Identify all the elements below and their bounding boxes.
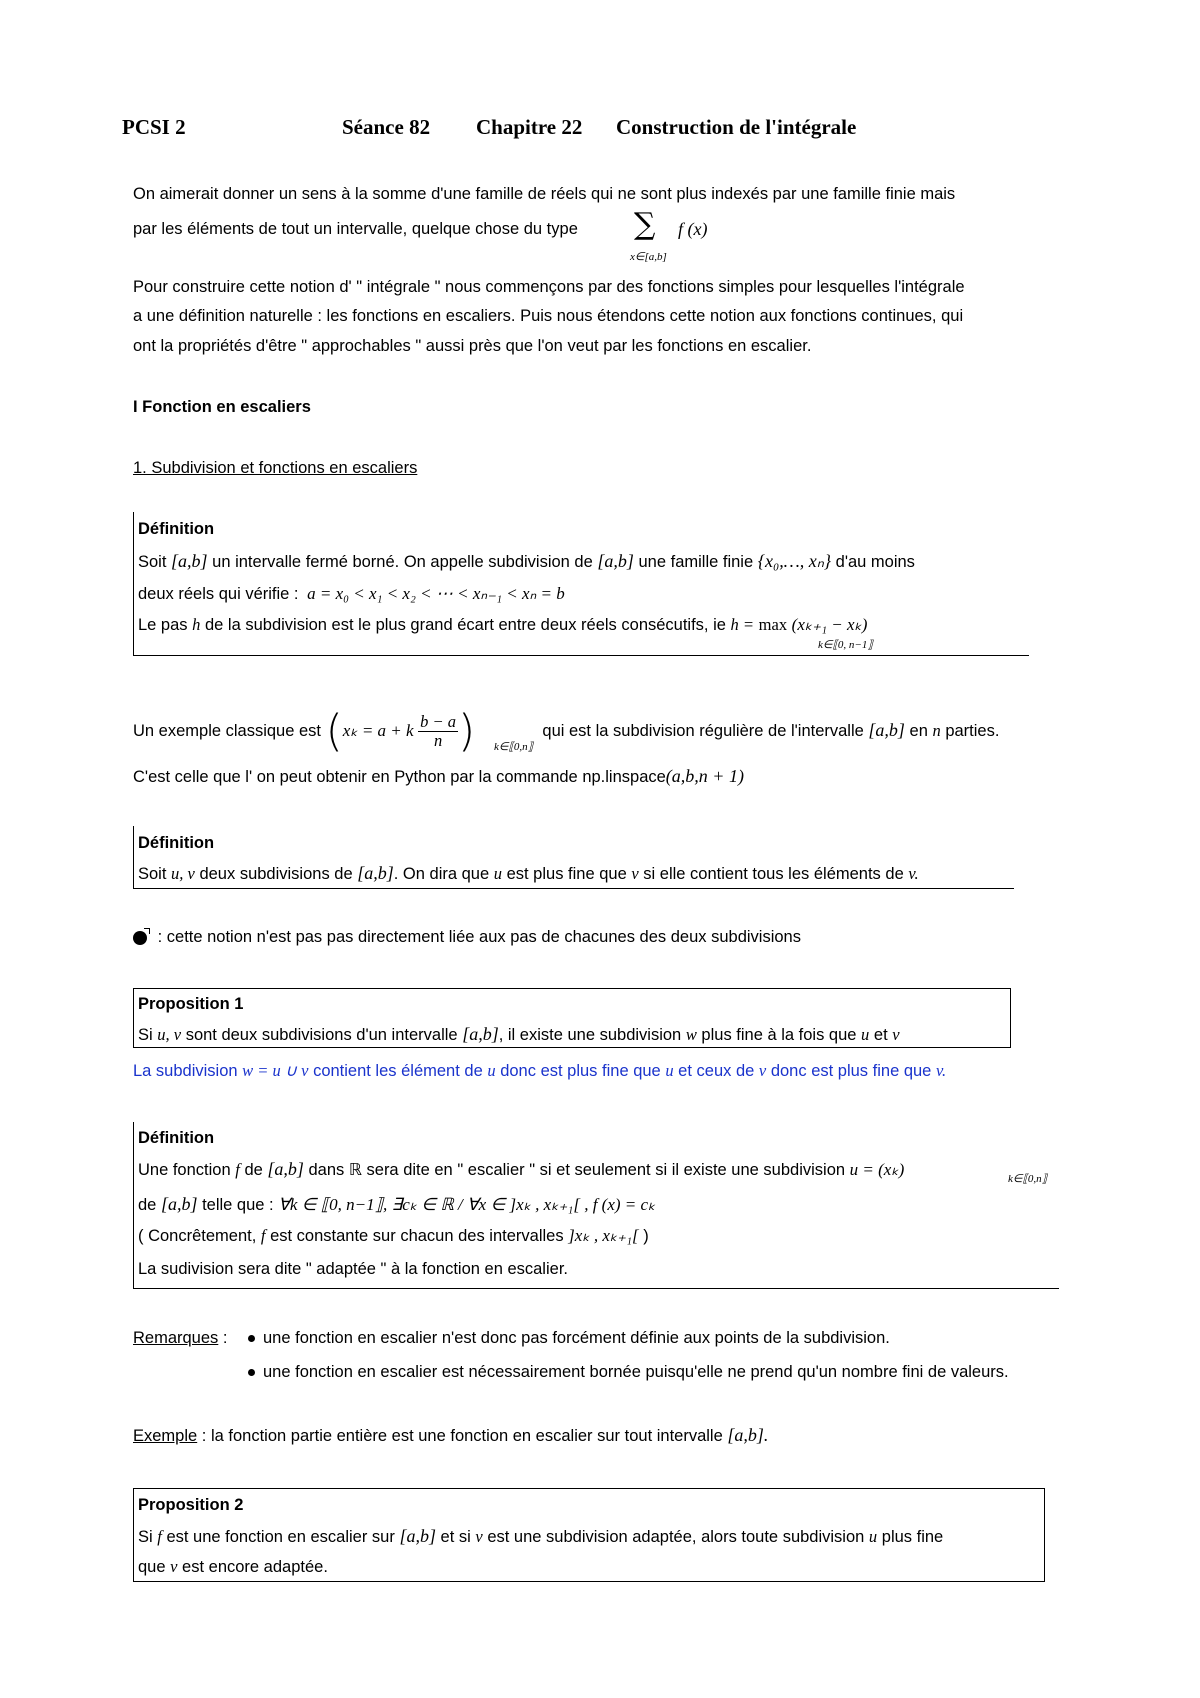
def1-interval-2: [a,b]	[597, 551, 634, 571]
prop2-l1b: f	[157, 1527, 162, 1546]
def2-f: u	[493, 864, 502, 883]
example1-subscript: k∈⟦0,n⟧	[494, 741, 534, 753]
def2-b: u, v	[171, 864, 195, 883]
def2-g: est plus fine que	[506, 865, 627, 883]
example-2-interval: [a,b].	[727, 1425, 769, 1445]
def1-family: {x₀,…, xₙ}	[757, 551, 832, 571]
def3-l1d: [a,b]	[267, 1159, 304, 1179]
intro-line-3: Pour construire cette notion d' " intégrale " nous commençons par des fonctions simples pour lesquelles l'intégrale	[133, 278, 965, 296]
intro-line-4: a une définition naturelle : les fonctions en escaliers. Puis nous étendons cette notion aux fonctions continues, qui	[133, 307, 964, 325]
example1-text-a: Un exemple classique est	[133, 721, 322, 740]
example1-frac-num: b − a	[420, 712, 457, 731]
prop2-l1e: et si	[440, 1528, 471, 1546]
proof1-d: u	[487, 1061, 496, 1080]
prop2-l1a: Si	[138, 1528, 153, 1546]
proof1-j: v.	[935, 1061, 947, 1080]
course-label: PCSI 2	[122, 115, 186, 139]
remarks-line-1	[133, 1327, 227, 1349]
proposition-1-text	[138, 1023, 900, 1046]
def3-l1c: de	[244, 1161, 263, 1179]
definition-1-line-1	[138, 550, 915, 573]
prop1-h: u	[861, 1025, 870, 1044]
intro-line-2-text: par les éléments de tout un intervalle, quelque chose du type	[133, 220, 578, 238]
definition-3-line-1	[138, 1158, 904, 1181]
prop2-l1c: est une fonction en escalier sur	[166, 1528, 395, 1546]
example1-fraction	[418, 713, 458, 750]
example1-python-text: C'est celle que l' on peut obtenir en Python par la commande np.linspace	[133, 768, 666, 786]
prop2-l1g: est une subdivision adaptée, alors toute subdivision	[487, 1528, 865, 1546]
prop2-l1d: [a,b]	[399, 1526, 436, 1546]
example1-python-args: (a,b,n + 1)	[665, 766, 744, 786]
example-1-line-1: Un exemple classique est (xₖ = a + k $\frac{b - a}{n}$ ) qui est la subdivision régulière de l'intervalle [a,b] en n parties.	[133, 705, 1000, 757]
example1-n: n	[932, 720, 941, 740]
definition-2-text	[138, 862, 919, 885]
section-subtitle: 1. Subdivision et fonctions en escaliers	[133, 459, 418, 477]
example1-text-c: qui est la subdivision régulière de l'intervalle	[542, 721, 864, 740]
definition-1-line-3	[138, 614, 867, 636]
proof1-i: donc est plus fine que	[770, 1062, 932, 1080]
bullet-icon	[248, 1369, 255, 1376]
remarks-colon: :	[222, 1329, 228, 1347]
prop2-l2b: v	[170, 1557, 178, 1576]
proof1-e: donc est plus fine que	[500, 1062, 661, 1080]
proposition-2-heading: Proposition 2	[138, 1496, 244, 1514]
def3-l2a: de	[138, 1196, 157, 1214]
def3-l2d: ∀k ∈ ⟦0, n−1⟧, ∃cₖ ∈ ℝ / ∀x ∈ ]xₖ , xₖ₊₁[ , f (x) = cₖ	[278, 1195, 656, 1214]
example-2-label: Exemple	[133, 1427, 198, 1445]
prop1-g: plus fine à la fois que	[701, 1026, 857, 1044]
definition-3-line-4: La sudivision sera dite " adaptée " à la fonction en escalier.	[138, 1260, 568, 1278]
definition-1-line-2	[138, 583, 565, 605]
page-title: Construction de l'intégrale	[616, 115, 857, 139]
bullet-icon	[248, 1335, 255, 1342]
def2-d: [a,b]	[357, 863, 394, 883]
def3-l1e: dans ℝ sera dite en " escalier " si et seulement si il existe une subdivision	[308, 1161, 846, 1179]
def1-max-subscript: k∈⟦0, n−1⟧	[818, 639, 873, 651]
prop1-d: [a,b]	[462, 1024, 499, 1044]
prop1-j: v	[892, 1025, 900, 1044]
remark-item-1	[248, 1327, 890, 1349]
chapter-label: Chapitre 22	[476, 115, 583, 139]
def1-text-e: une famille finie	[638, 553, 754, 571]
example1-text-g: parties.	[945, 721, 1000, 740]
section-title: I Fonction en escaliers	[133, 398, 311, 416]
proposition-2-line-2	[138, 1556, 328, 1578]
prop2-l1h: u	[868, 1527, 878, 1546]
def2-j: v.	[908, 864, 919, 883]
remark-item-2	[248, 1361, 1009, 1383]
def1-text-c: un intervalle fermé borné. On appelle subdivision de	[212, 553, 593, 571]
def1-line3-diff: (xₖ₊₁ − xₖ)	[791, 615, 868, 634]
example1-frac-den: n	[433, 731, 443, 750]
proof1-c: contient les élément de	[313, 1062, 483, 1080]
proof-1-text	[133, 1060, 946, 1082]
def3-l3c: est constante sur chacun des intervalles	[270, 1227, 564, 1245]
remarks-label: Remarques	[133, 1329, 219, 1347]
prop2-l1i: plus fine	[881, 1528, 944, 1546]
def1-interval: [a,b]	[171, 551, 208, 571]
def1-line2-formula: a = x₀ < x₁ < x₂ < ⋯ < xₙ₋₁ < xₙ = b	[307, 584, 565, 603]
prop1-c: sont deux subdivisions d'un intervalle	[185, 1026, 458, 1044]
prop2-l2a: que	[138, 1558, 166, 1576]
prop1-i: et	[873, 1026, 888, 1044]
definition-1-heading: Définition	[138, 520, 215, 538]
def1-line3-max: max	[758, 615, 788, 634]
proposition-1-heading: Proposition 1	[138, 995, 244, 1013]
session-label: Séance 82	[342, 115, 431, 139]
def3-l3d: ]xₖ , xₖ₊₁[	[568, 1226, 639, 1245]
prop1-e: , il existe une subdivision	[498, 1026, 682, 1044]
def3-subscript: k∈⟦0,n⟧	[1008, 1173, 1048, 1185]
definition-2-heading: Définition	[138, 834, 215, 852]
proof1-a: La subdivision	[133, 1062, 238, 1080]
def1-text-a: Soit	[138, 553, 167, 571]
sum-symbol-icon: ∑	[634, 207, 656, 242]
def1-text-g: d'au moins	[835, 553, 915, 571]
def2-c: deux subdivisions de	[199, 865, 353, 883]
def3-l2b: [a,b]	[160, 1194, 198, 1214]
proof1-g: et ceux de	[678, 1062, 755, 1080]
def3-l3e: )	[643, 1227, 649, 1245]
def2-e: . On dira que	[393, 865, 490, 883]
def1-line3-h: h	[192, 615, 201, 634]
prop2-l2c: est encore adaptée.	[182, 1558, 328, 1576]
bomb-icon	[133, 931, 147, 945]
definition-3-line-2	[138, 1193, 655, 1216]
def2-i: si elle contient tous les éléments de	[643, 865, 904, 883]
intro-line-2	[133, 218, 578, 240]
example1-text-e: en	[909, 721, 928, 740]
proof1-b: w = u ∪ v	[242, 1061, 309, 1080]
example-1-line-2	[133, 765, 744, 788]
def2-a: Soit	[138, 865, 167, 883]
sum-expression: f (x)	[678, 219, 708, 239]
def3-l1f: u = (xₖ)	[849, 1160, 905, 1179]
def3-l3a: ( Concrêtement,	[138, 1227, 257, 1245]
example1-interval: [a,b]	[868, 719, 905, 740]
def1-line3-h-eq: h =	[730, 615, 755, 634]
def3-l2c: telle que :	[202, 1196, 274, 1214]
intro-line-5: ont la propriétés d'être " approchables " aussi près que l'on veut par les fonctions en escalier.	[133, 337, 812, 355]
remark-2-text: une fonction en escalier est nécessairement bornée puisqu'elle ne prend qu'un nombre fini de valeurs.	[263, 1363, 1009, 1381]
prop1-b: u, v	[157, 1025, 182, 1044]
prop2-l1f: v	[475, 1527, 483, 1546]
def3-l1b: f	[235, 1160, 240, 1179]
note-text: : cette notion n'est pas pas directement liée aux pas de chacunes des deux subdivisions	[157, 928, 801, 946]
proof1-f: u	[665, 1061, 674, 1080]
definition-3-heading: Définition	[138, 1129, 215, 1147]
def1-line3-c: de la subdivision est le plus grand écart entre deux réels consécutifs, ie	[204, 616, 726, 634]
example-2-text: : la fonction partie entière est une fonction en escalier sur tout intervalle	[201, 1427, 723, 1445]
example1-formula: xₖ = a + k	[342, 720, 414, 740]
prop1-f: w	[685, 1025, 697, 1044]
note-line	[133, 926, 801, 948]
def1-line3-a: Le pas	[138, 616, 188, 634]
prop1-a: Si	[138, 1026, 153, 1044]
def2-h: v	[631, 864, 639, 883]
def3-l3b: f	[260, 1226, 266, 1245]
example-2-line	[133, 1424, 768, 1447]
proposition-2-line-1	[138, 1525, 943, 1548]
proof1-h: v	[758, 1061, 767, 1080]
def1-line2-text: deux réels qui vérifie :	[138, 585, 299, 603]
definition-3-line-3	[138, 1225, 649, 1247]
intro-line-1: On aimerait donner un sens à la somme d'une famille de réels qui ne sont plus indexés par une famille finie mais	[133, 185, 956, 203]
sum-subscript: x∈[a,b]	[630, 251, 667, 263]
def3-l1a: Une fonction	[138, 1161, 231, 1179]
remark-1-text: une fonction en escalier n'est donc pas forcément définie aux points de la subdivision.	[263, 1329, 890, 1347]
